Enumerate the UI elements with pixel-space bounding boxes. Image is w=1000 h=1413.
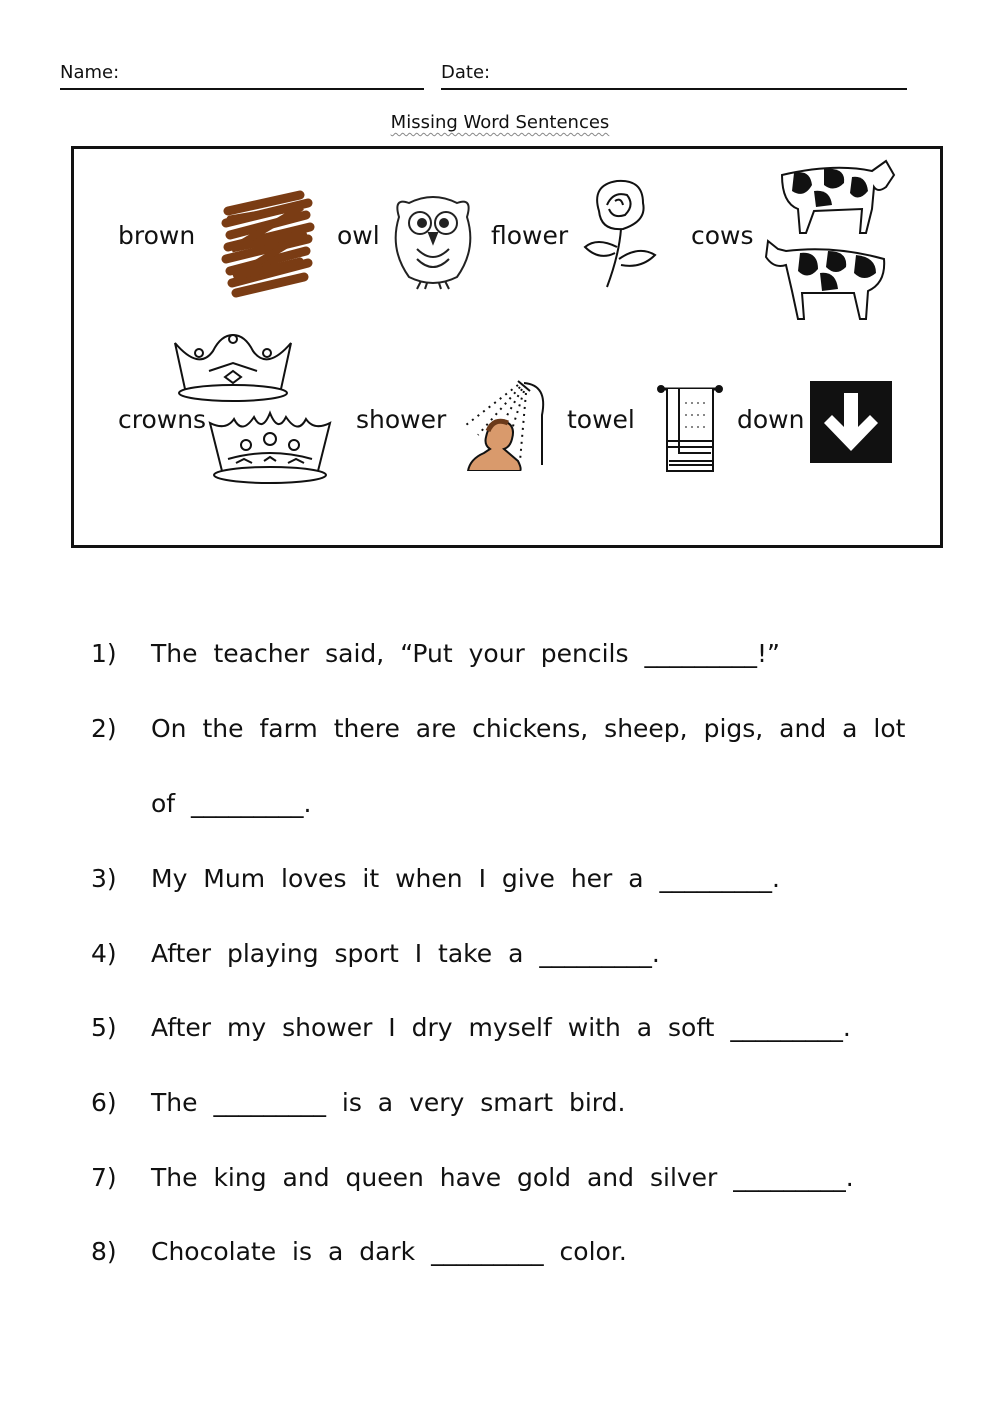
question-4: 4) After playing sport I take a _________. (91, 939, 660, 968)
towel-icon (657, 383, 723, 475)
crown-icon (169, 331, 297, 403)
name-label: Name: (60, 62, 120, 83)
question-8: 8) Chocolate is a dark _________ color. (91, 1237, 627, 1266)
name-field[interactable] (60, 62, 424, 90)
cow-icon (774, 153, 896, 237)
word-crowns: crowns (118, 405, 207, 434)
word-owl: owl (337, 221, 380, 250)
word-flower: flower (491, 221, 569, 250)
question-2: 2) On the farm there are chickens, sheep, pigs, and a lot (91, 714, 906, 743)
question-6: 6) The _________ is a very smart bird. (91, 1088, 626, 1117)
owl-icon (387, 189, 479, 293)
worksheet-title: Missing Word Sentences (390, 112, 610, 133)
date-field[interactable] (441, 62, 907, 90)
down-arrow-icon (810, 381, 892, 463)
word-towel: towel (567, 405, 635, 434)
date-label: Date: (441, 62, 491, 83)
brown-scribble-icon (220, 189, 316, 301)
cow-icon (764, 239, 892, 321)
word-bank (71, 146, 943, 548)
question-1: 1) The teacher said, “Put your pencils _________!” (91, 639, 780, 668)
worksheet-header (60, 62, 908, 90)
word-shower: shower (356, 405, 447, 434)
question-5: 5) After my shower I dry myself with a soft _________. (91, 1013, 851, 1042)
crown-icon (206, 409, 334, 487)
question-3: 3) My Mum loves it when I give her a _________. (91, 864, 780, 893)
word-down: down (737, 405, 805, 434)
question-2-continued: of _________. (151, 789, 312, 818)
shower-icon (458, 375, 556, 471)
word-brown: brown (118, 221, 196, 250)
rose-icon (577, 175, 663, 289)
word-cows: cows (691, 221, 754, 250)
question-7: 7) The king and queen have gold and silver _________. (91, 1163, 854, 1192)
